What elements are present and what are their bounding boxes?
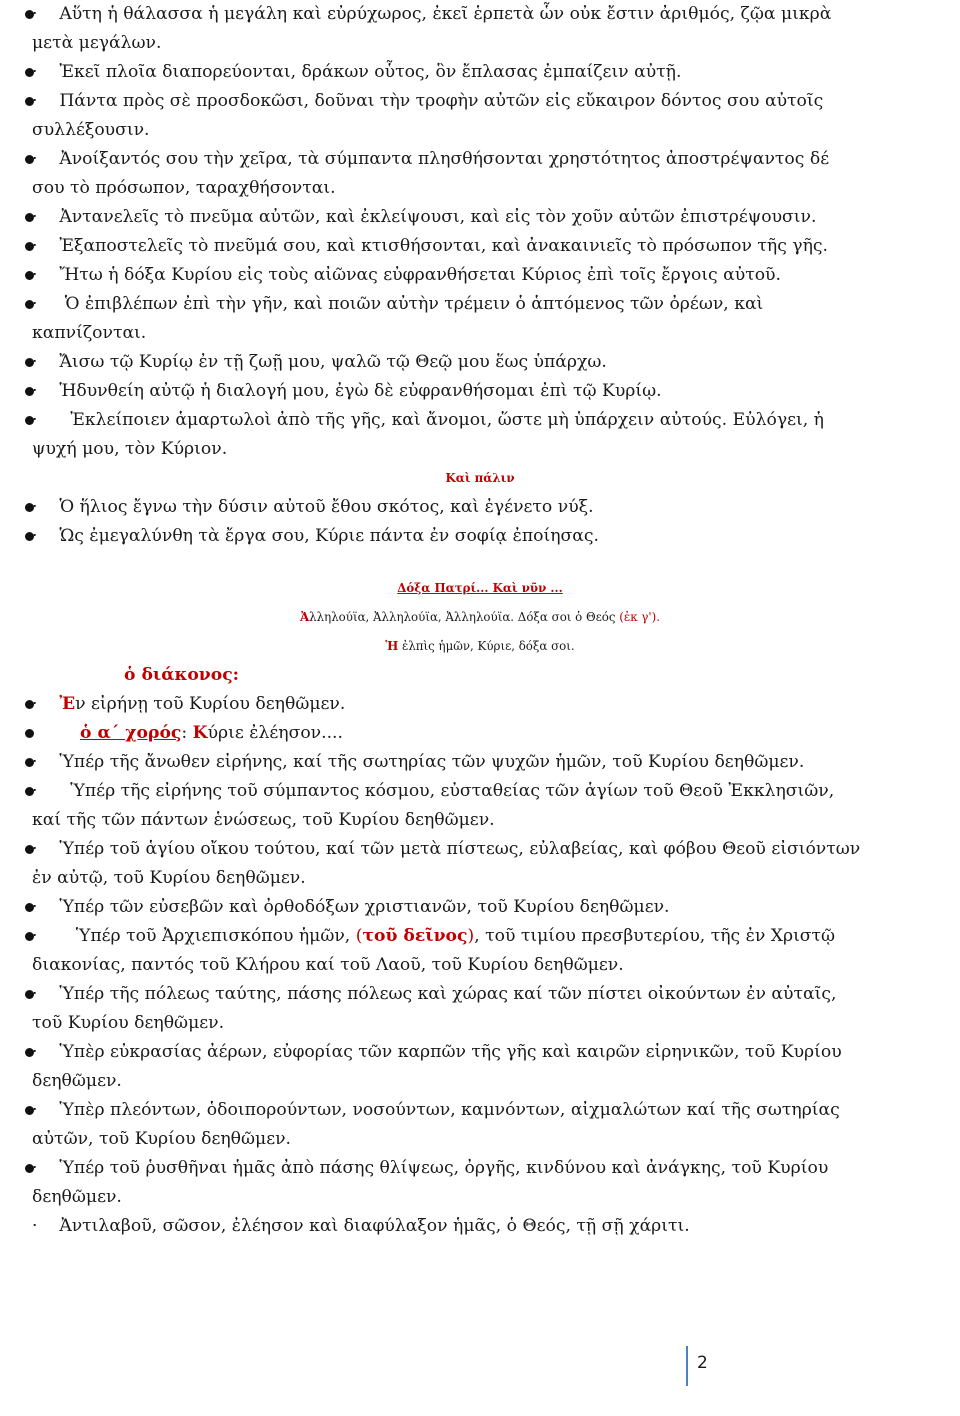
line-text [32, 29, 161, 58]
verse-line [0, 232, 960, 261]
verse-line [0, 174, 960, 203]
initial-letter: Ἐ [59, 694, 76, 714]
text-run: δεηθῶμεν. [32, 1071, 122, 1091]
text-run: · Ἡδυνθείη αὐτῷ ἡ διαλογή μου, ἐγὼ δὲ εὐφρανθήσομαι ἐπὶ τῷ Κυρίῳ. [32, 381, 662, 401]
line-text [32, 406, 824, 435]
line-text [32, 1067, 122, 1096]
line-text [0, 464, 960, 493]
text-run: διακονίας, παντός τοῦ Κλήρου καί τοῦ Λαοῦ, τοῦ Κυρίου δεηθῶμεν. [32, 955, 624, 975]
text-run: · Αὕτη ἡ θάλασσα ἡ μεγάλη καὶ εὐρύχωρος, ἐκεῖ ἑρπετὰ ὧν οὐκ ἔστιν ἀριθμός, ζῷα μικρὰ [32, 4, 832, 24]
line-text [32, 1125, 291, 1154]
litany-line [0, 864, 960, 893]
initial-letter: Ἀ [300, 610, 310, 624]
line-text [0, 603, 960, 632]
line-text [32, 87, 823, 116]
litany-line [0, 1125, 960, 1154]
verse-line [0, 0, 960, 29]
text-run: · Ἐξαποστελεῖς τὸ πνεῦμά σου, καὶ κτισθήσονται, καὶ ἀνακαινιεῖς τὸ πρόσωπον τῆς γῆς. [32, 236, 828, 256]
text-run: · Ὑπέρ τῆς εἰρήνης τοῦ σύμπαντος κόσμου, εὐσταθείας τῶν ἁγίων τοῦ Θεοῦ Ἐκκλησιῶν, [32, 781, 835, 801]
text-run: · Ὑπέρ τοῦ ἁγίου οἴκου τούτου, καί τῶν μετὰ πίστεως, εὐλαβείας, καὶ φόβου Θεοῦ εἰσιόντων [32, 839, 861, 859]
text-run: ἐν αὐτῷ, τοῦ Κυρίου δεηθῶμεν. [32, 868, 306, 888]
line-text [32, 1183, 122, 1212]
text-run: · Ὑπὲρ πλεόντων, ὁδοιπορούντων, νοσούντων, καμνόντων, αἰχμαλώτων καί τῆς σωτηρίας [32, 1100, 840, 1120]
litany-line [0, 835, 960, 864]
verse-line [0, 145, 960, 174]
line-text [32, 748, 804, 777]
line-text [32, 1096, 840, 1125]
text-run: · Ὁ ἐπιβλέπων ἐπὶ τὴν γῆν, καὶ ποιῶν αὐτὴν τρέμειν ὁ ἁπτόμενος τῶν ὀρέων, καὶ [32, 294, 764, 314]
line-text [32, 261, 781, 290]
line-text [32, 980, 836, 1009]
verse-line [0, 116, 960, 145]
text-run: καπνίζονται. [32, 323, 147, 343]
line-text [32, 58, 681, 87]
text-run: δεηθῶμεν. [32, 1187, 122, 1207]
line-text [32, 893, 670, 922]
line-text [32, 777, 834, 806]
text-run: · Ὑπὲρ εὐκρασίας ἀέρων, εὐφορίας τῶν καρπῶν τῆς γῆς καὶ καιρῶν εἰρηνικῶν, τοῦ Κυρίου [32, 1042, 842, 1062]
initial-letter: Κ [192, 723, 208, 743]
line-text [32, 835, 860, 864]
line-text [32, 1038, 842, 1067]
litany-line [0, 748, 960, 777]
archbishop-continuation [0, 951, 960, 980]
litany-line [0, 806, 960, 835]
line-text [32, 145, 829, 174]
text-run: · Ὑπέρ τοῦ Ἀρχιεπισκόπου ἡμῶν, [32, 926, 356, 946]
text-run: · Ὑπέρ τῆς ἄνωθεν εἰρήνης, καί τῆς σωτηρίας τῶν ψυχῶν ἡμῶν, τοῦ Κυρίου δεηθῶμεν. [32, 752, 805, 772]
text-run: · Ὑπέρ τοῦ ῥυσθῆναι ἡμᾶς ἀπὸ πάσης θλίψεως, ὀργῆς, κινδύνου καὶ ἀνάγκης, τοῦ Κυρίου [32, 1158, 829, 1178]
verse-line [0, 319, 960, 348]
line-text [32, 1212, 690, 1241]
line-text [32, 348, 607, 377]
text-run: · Ἀνοίξαντός σου τὴν χεῖρα, τὰ σύμπαντα πλησθήσονται χρηστότητος ἀποστρέψαντος δέ [32, 149, 830, 169]
text-run: , τοῦ τιμίου πρεσβυτερίου, τῆς ἐν Χριστῷ [474, 926, 836, 946]
line-text [32, 0, 831, 29]
litany-line [0, 980, 960, 1009]
line-text [32, 493, 594, 522]
line-text [32, 864, 306, 893]
paren: ) [467, 926, 475, 946]
line-text [32, 435, 227, 464]
line-text [32, 174, 336, 203]
verse-line [0, 348, 960, 377]
verse-line [0, 58, 960, 87]
line-text [32, 951, 624, 980]
verse-line [0, 87, 960, 116]
verse-line [0, 435, 960, 464]
litany-line [0, 1154, 960, 1183]
text-run: : [181, 723, 193, 743]
choir-label: ὁ α΄ χορός [80, 723, 182, 743]
doxa-title [0, 574, 960, 603]
deacon-label-text: ὁ διάκονος: [124, 665, 240, 685]
line-text [32, 116, 150, 145]
line-text [32, 690, 345, 719]
alleluia-line [0, 603, 960, 632]
text-run: · Ἐκλείποιεν ἁμαρτωλοὶ ἀπὸ τῆς γῆς, καὶ ἄνομοι, ὥστε μὴ ὑπάρχειν αὐτούς. Εὐλόγει, ἡ [32, 410, 824, 430]
rubric-note: (ἐκ γ'). [619, 610, 660, 624]
litany-line [0, 893, 960, 922]
text-run: αὐτῶν, τοῦ Κυρίου δεηθῶμεν. [32, 1129, 292, 1149]
text-run: σου τὸ πρόσωπον, ταραχθήσονται. [32, 178, 336, 198]
verse-line [0, 261, 960, 290]
verse-line [0, 377, 960, 406]
litany-line [0, 1096, 960, 1125]
line-text [32, 290, 763, 319]
text-run: · Ἐκεῖ πλοῖα διαπορεύονται, δράκων οὗτος, ὃν ἔπλασας ἐμπαίζειν αὐτῇ. [32, 62, 682, 82]
text-run: · Ἤτω ἡ δόξα Κυρίου εἰς τοὺς αἰῶνας εὐφρανθήσεται Κύριος ἐπὶ τοῖς ἔργοις αὐτοῦ. [32, 265, 781, 285]
litany-line [0, 1038, 960, 1067]
text-run: · Ἄισω τῷ Κυρίῳ ἐν τῇ ζωῇ μου, ψαλῶ τῷ Θεῷ μου ἕως ὑπάρχω. [32, 352, 607, 372]
litany-line [0, 777, 960, 806]
line-text [80, 719, 343, 748]
line-text [32, 922, 835, 951]
text-run: · Ὑπέρ τῆς πόλεως ταύτης, πάσης πόλεως καὶ χώρας καί τῶν πίστει οἰκούντων ἐν αὐταῖς, [32, 984, 837, 1004]
litany-line [0, 1009, 960, 1038]
text-run: · Ὁ ἥλιος ἔγνω τὴν δύσιν αὐτοῦ ἔθου σκότος, καὶ ἐγένετο νύξ. [32, 497, 594, 517]
verse-line [0, 406, 960, 435]
line-text [32, 319, 146, 348]
verse-line [0, 522, 960, 551]
line-text [124, 661, 239, 690]
text-run: ψυχή μου, τὸν Κύριον. [32, 439, 228, 459]
line-text [32, 377, 662, 406]
text-run: · Πάντα πρὸς σὲ προσδοκῶσι, δοῦναι τὴν τροφὴν αὐτῶν εἰς εὔκαιρον δόντος σου αὐτοῖς [32, 91, 824, 111]
text-run: ύριε ἐλέησον.... [207, 723, 343, 743]
line-text [32, 232, 828, 261]
petition-line [0, 690, 960, 719]
text-run: ἐλπὶς ἡμῶν, Κύριε, δόξα σοι. [398, 639, 575, 653]
section-heading [0, 464, 960, 493]
litany-line [0, 1212, 960, 1241]
text-run: · Ἀντιλαβοῦ, σῶσον, ἐλέησον καὶ διαφύλαξον ἡμᾶς, ὁ Θεός, τῇ σῇ χάριτι. [32, 1216, 690, 1236]
text-run: · [32, 694, 60, 714]
line-text [32, 203, 816, 232]
litany-line [0, 1183, 960, 1212]
heading-text: Καὶ πάλιν [445, 471, 515, 485]
elpis-line [0, 632, 960, 661]
verse-line [0, 290, 960, 319]
list-bullet-icon [25, 729, 34, 738]
page-number-rule [686, 1346, 688, 1386]
line-text [32, 522, 599, 551]
text-run: λληλούϊα, Ἀλληλούϊα, Ἀλληλούϊα. Δόξα σοι ὁ Θεός [309, 610, 620, 624]
text-run: · Ἀντανελεῖς τὸ πνεῦμα αὐτῶν, καὶ ἐκλείψουσι, καὶ εἰς τὸν χοῦν αὐτῶν ἐπιστρέψουσιν. [32, 207, 817, 227]
verse-line [0, 203, 960, 232]
text-run: καί τῆς τῶν πάντων ἑνώσεως, τοῦ Κυρίου δεηθῶμεν. [32, 810, 495, 830]
paren: ( [355, 926, 363, 946]
line-text [0, 574, 960, 603]
hierarch-name-rubric: τοῦ δεῖνος [362, 926, 468, 946]
text-run: τοῦ Κυρίου δεηθῶμεν. [32, 1013, 225, 1033]
text-run: συλλέξουσιν. [32, 120, 150, 140]
page-number: 2 [697, 1353, 708, 1373]
text-run: μετὰ μεγάλων. [32, 33, 162, 53]
line-text [32, 1009, 224, 1038]
verse-line [0, 493, 960, 522]
text-run: · Ὡς ἐμεγαλύνθη τὰ ἔργα σου, Κύριε πάντα ἐν σοφίᾳ ἐποίησας. [32, 526, 599, 546]
line-text [0, 632, 960, 661]
line-text [32, 806, 495, 835]
doxa-title-text: Δόξα Πατρί... Καὶ νῦν ... [397, 581, 563, 595]
deacon-label [0, 661, 960, 690]
choir-line [0, 719, 960, 748]
verse-line [0, 29, 960, 58]
text-run: ν εἰρήνῃ τοῦ Κυρίου δεηθῶμεν. [75, 694, 346, 714]
initial-letter: Ἡ [385, 639, 399, 653]
text-run: · Ὑπέρ τῶν εὐσεβῶν καὶ ὀρθοδόξων χριστιανῶν, τοῦ Κυρίου δεηθῶμεν. [32, 897, 670, 917]
archbishop-line [0, 922, 960, 951]
litany-line [0, 1067, 960, 1096]
line-text [32, 1154, 828, 1183]
